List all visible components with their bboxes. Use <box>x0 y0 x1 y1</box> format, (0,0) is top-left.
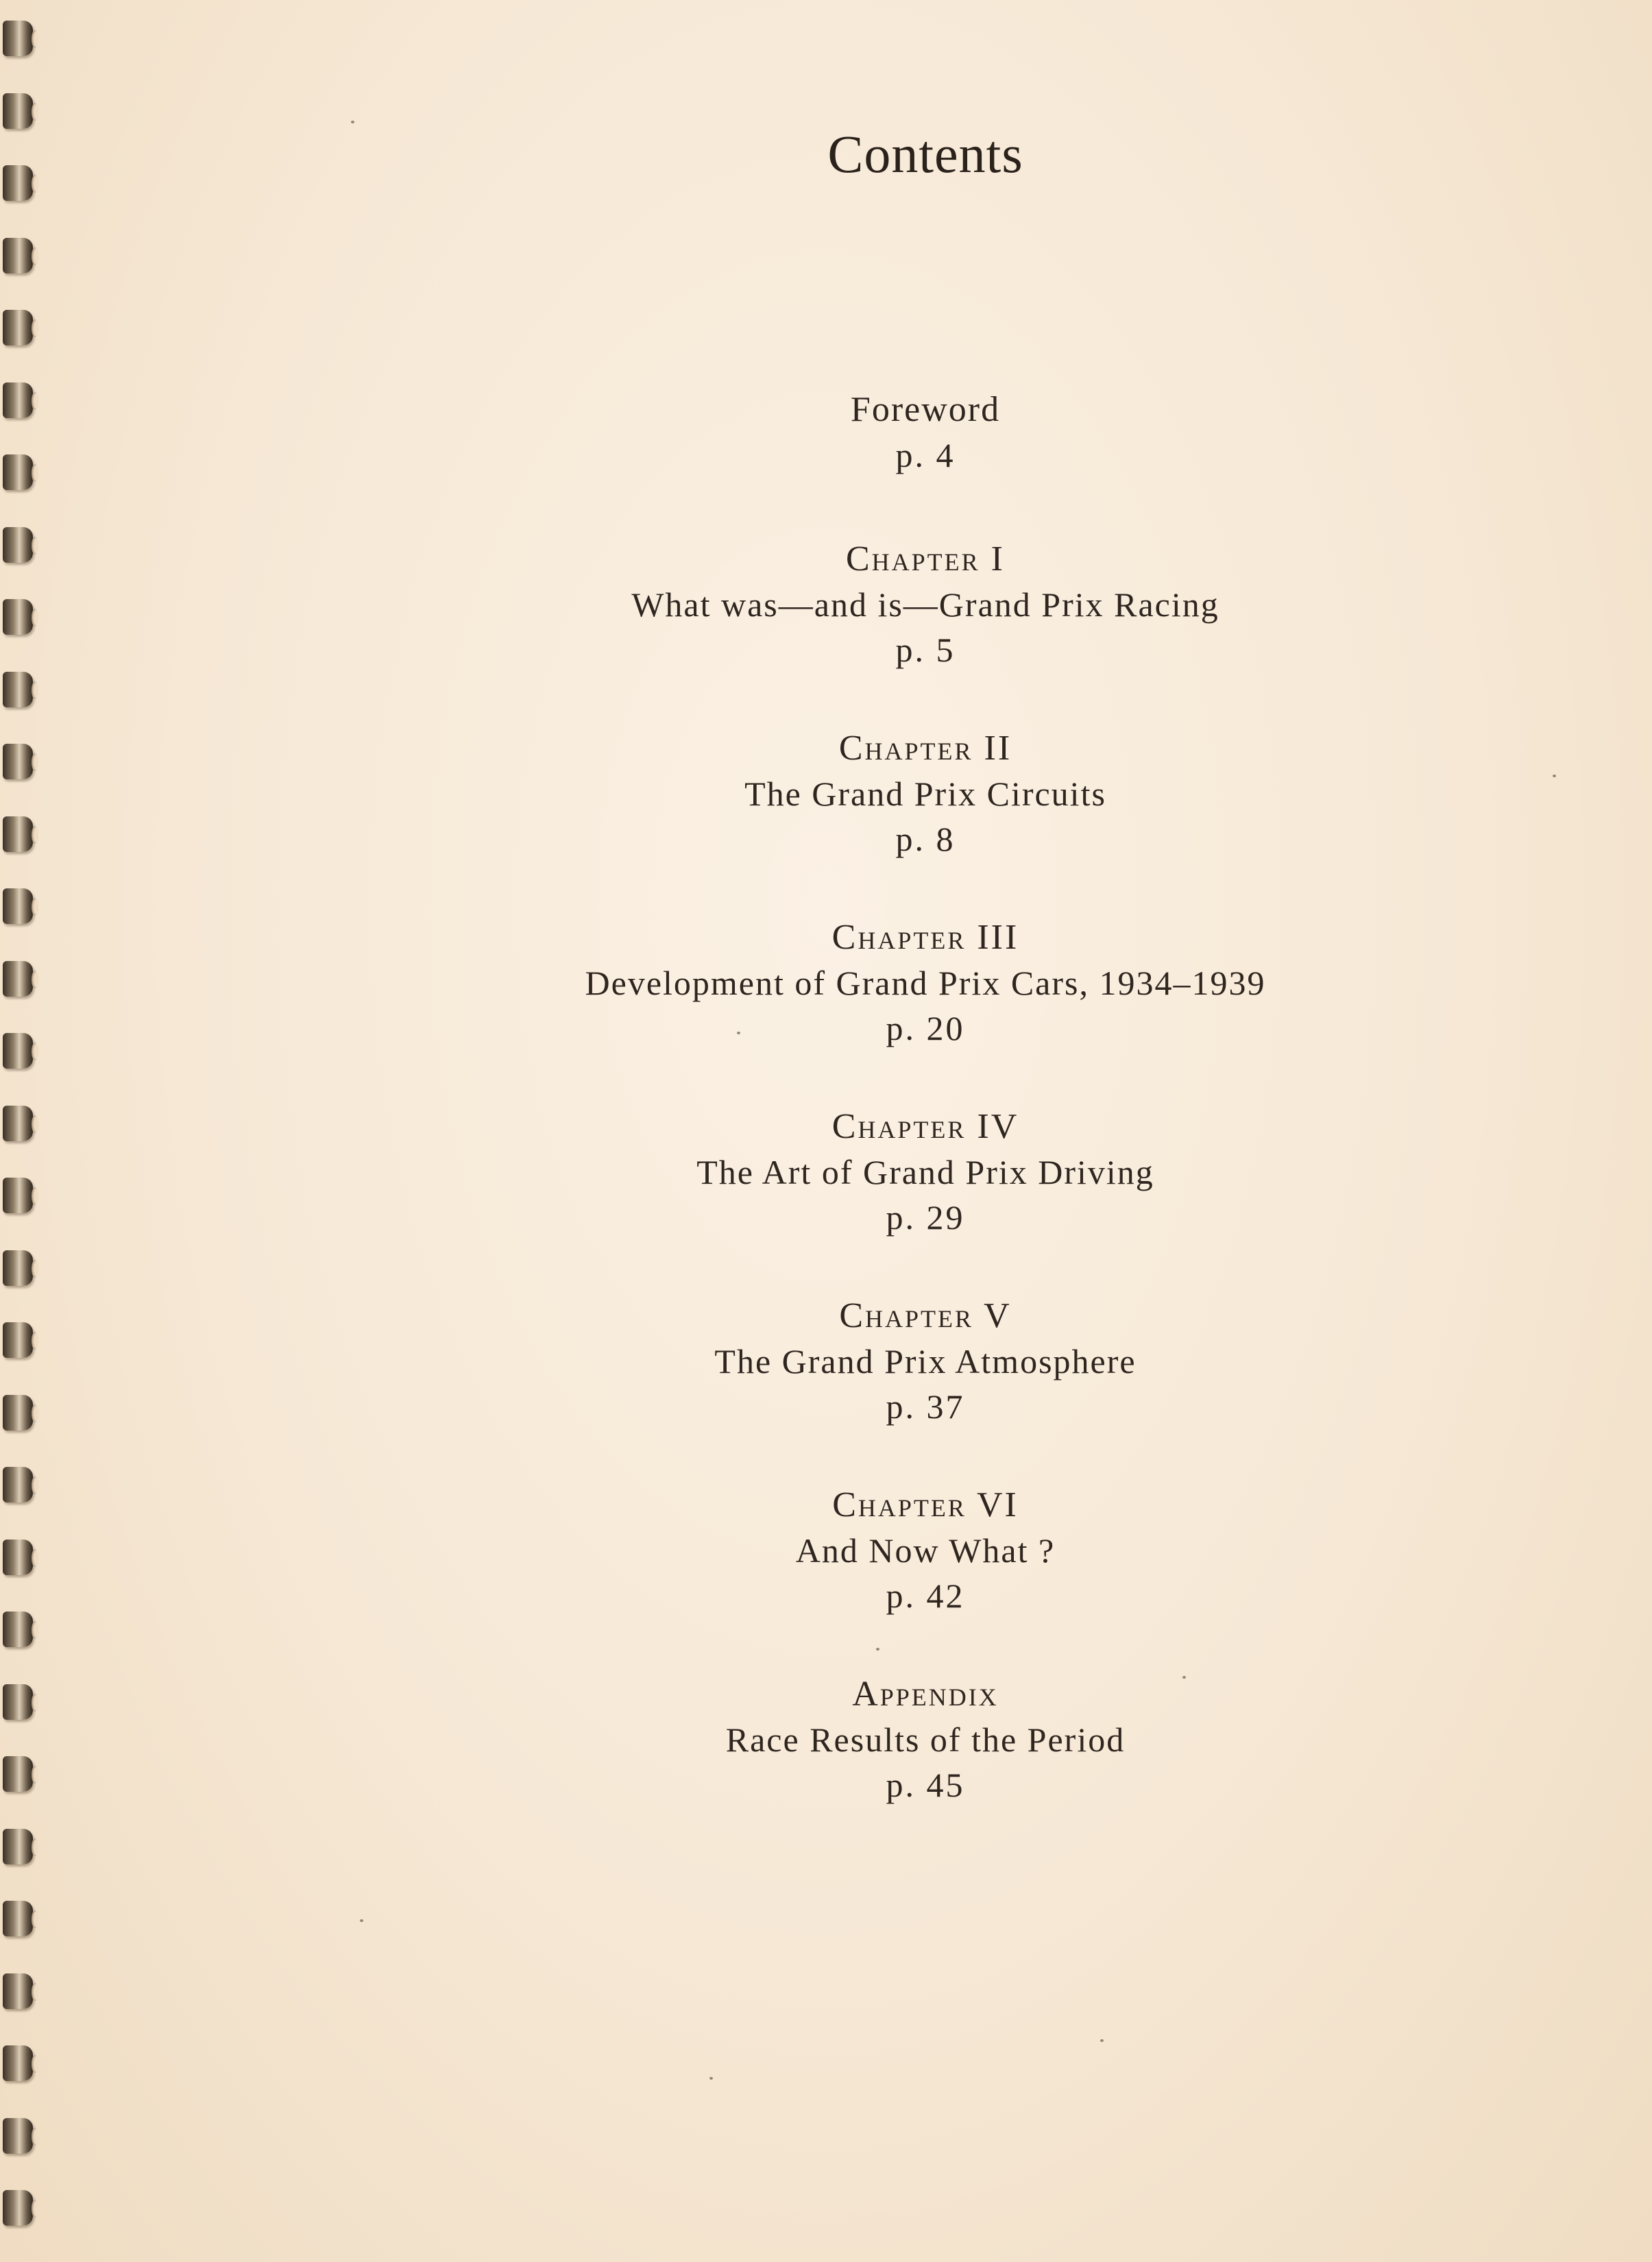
toc-chapter-title: The Grand Prix Circuits <box>744 775 1106 813</box>
toc-page-number: p. 37 <box>886 1387 965 1426</box>
binding-coil-icon <box>3 1322 33 1358</box>
toc-page-number: p. 29 <box>886 1198 965 1237</box>
binding-coil-icon <box>3 1612 33 1647</box>
toc-entry-chapter-6 <box>480 1483 1371 1618</box>
toc-page-number: p. 42 <box>886 1577 965 1615</box>
toc-entry-chapter-4 <box>480 1104 1371 1240</box>
binding-coil-icon <box>3 1684 33 1720</box>
toc-chapter-title: The Art of Grand Prix Driving <box>696 1153 1154 1191</box>
toc-heading: Chapter VI <box>832 1485 1019 1524</box>
binding-coil-icon <box>3 672 33 707</box>
binding-coil-icon <box>3 527 33 563</box>
binding-coil-icon <box>3 238 33 273</box>
spiral-binding-icon <box>0 0 41 2262</box>
toc-entry-chapter-3 <box>480 915 1371 1051</box>
binding-coil-icon <box>3 1395 33 1431</box>
toc-page-number: p. 45 <box>886 1766 965 1804</box>
binding-coil-icon <box>3 2118 33 2154</box>
binding-coil-icon <box>3 382 33 418</box>
paper-speck <box>1182 1676 1186 1679</box>
paper-speck <box>351 121 354 123</box>
binding-coil-icon <box>3 1973 33 2009</box>
binding-coil-icon <box>3 961 33 997</box>
paper-speck <box>1553 775 1556 777</box>
binding-coil-icon <box>3 165 33 201</box>
binding-coil-icon <box>3 310 33 345</box>
binding-coil-icon <box>3 1901 33 1936</box>
toc-chapter-title: What was—and is—Grand Prix Racing <box>631 585 1219 624</box>
binding-coil-icon <box>3 2190 33 2226</box>
toc-page-number: p. 5 <box>895 631 956 669</box>
paper-speck <box>360 1919 363 1922</box>
binding-coil-icon <box>3 1250 33 1286</box>
binding-coil-icon <box>3 1467 33 1503</box>
binding-coil-icon <box>3 21 33 56</box>
binding-coil-icon <box>3 1178 33 1213</box>
toc-heading: Appendix <box>852 1675 999 1714</box>
binding-coil-icon <box>3 454 33 490</box>
binding-coil-icon <box>3 816 33 852</box>
paper-speck <box>737 1032 740 1034</box>
toc-entry-foreword <box>480 387 1371 478</box>
binding-coil-icon <box>3 888 33 924</box>
toc-entry-chapter-5 <box>480 1293 1371 1429</box>
binding-coil-icon <box>3 1106 33 1141</box>
toc-heading: Chapter V <box>839 1296 1012 1335</box>
binding-coil-icon <box>3 599 33 635</box>
paper-speck <box>1100 2039 1104 2042</box>
toc-heading: Chapter II <box>838 729 1012 768</box>
toc-entry-appendix <box>480 1672 1371 1808</box>
toc-chapter-title: Development of Grand Prix Cars, 1934–1939 <box>585 964 1266 1002</box>
toc-heading: Foreword <box>850 390 1001 429</box>
toc-heading: Chapter IV <box>831 1107 1019 1146</box>
binding-coil-icon <box>3 2045 33 2081</box>
toc-chapter-title: And Now What ? <box>795 1531 1056 1570</box>
toc-chapter-title: Race Results of the Period <box>725 1720 1126 1759</box>
toc-page-number: p. 20 <box>886 1009 965 1047</box>
toc-heading: Chapter III <box>831 918 1019 957</box>
paper-speck <box>876 1648 879 1651</box>
toc-heading: Chapter I <box>845 539 1005 579</box>
binding-coil-icon <box>3 1829 33 1864</box>
page-title: Contents <box>827 124 1023 184</box>
binding-coil-icon <box>3 1033 33 1069</box>
binding-coil-icon <box>3 1756 33 1792</box>
toc-entry-chapter-2 <box>480 726 1371 862</box>
toc-page-number: p. 8 <box>895 820 956 858</box>
toc-entry-chapter-1 <box>480 537 1371 672</box>
binding-coil-icon <box>3 744 33 779</box>
paper-speck <box>709 2077 713 2080</box>
toc-chapter-title: The Grand Prix Atmosphere <box>714 1342 1137 1381</box>
binding-coil-icon <box>3 93 33 129</box>
binding-coil-icon <box>3 1540 33 1575</box>
toc-page-number: p. 4 <box>895 436 956 474</box>
